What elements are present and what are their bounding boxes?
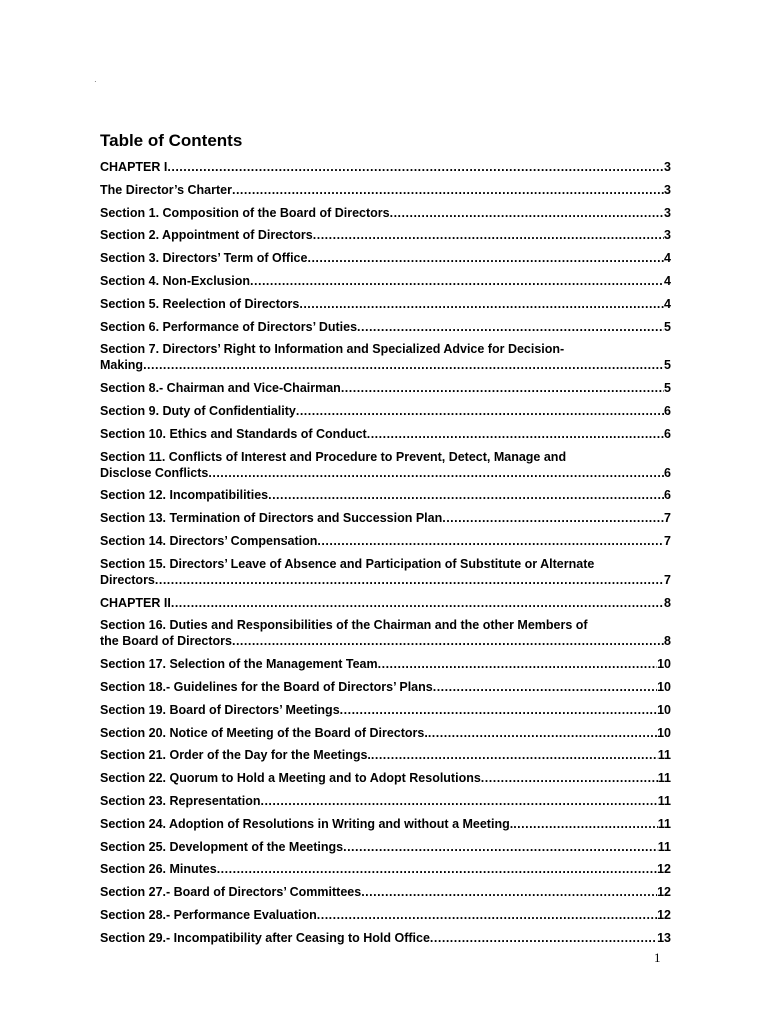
toc-entry[interactable] <box>100 159 671 175</box>
toc-entry-row <box>100 250 671 266</box>
toc-entry-page: 5 <box>664 358 671 373</box>
toc-entry-label: Section 2. Appointment of Directors <box>100 228 313 243</box>
toc-entry-page: 3 <box>664 160 671 174</box>
toc-entry-label: CHAPTER I <box>100 160 168 174</box>
toc-entry-label: Disclose Conflicts <box>100 465 209 480</box>
toc-entry-row <box>100 702 671 718</box>
dot-leader <box>361 884 657 900</box>
dot-leader <box>340 702 657 718</box>
dot-leader <box>430 930 657 946</box>
toc-entry-page: 3 <box>664 205 671 220</box>
toc-entry[interactable] <box>100 770 671 786</box>
dot-leader <box>378 656 657 672</box>
dot-leader <box>428 725 657 741</box>
toc-entry-row <box>100 572 671 588</box>
dot-leader <box>232 182 664 198</box>
toc-entry-page: 4 <box>664 296 671 311</box>
dot-leader <box>357 319 664 335</box>
toc-entry-row <box>100 861 671 877</box>
toc-entry[interactable] <box>100 679 671 695</box>
toc-entry-row <box>100 319 671 335</box>
toc-entry-row <box>100 656 671 672</box>
toc-entry-page: 11 <box>657 793 671 808</box>
toc-entry-row <box>100 296 671 312</box>
toc-entry-page: 6 <box>664 465 671 480</box>
toc-entry-page: 10 <box>657 702 671 717</box>
toc-entry-row <box>100 159 671 175</box>
dot-leader <box>317 533 664 549</box>
toc-entry[interactable] <box>100 227 671 243</box>
toc-entry-row <box>100 403 671 419</box>
toc-entry-label: the Board of Directors <box>100 634 232 649</box>
toc-entry[interactable] <box>100 341 671 373</box>
toc-entry-label: Section 14. Directors’ Compensation <box>100 533 318 548</box>
dot-leader <box>299 296 664 312</box>
toc-entry-page: 11 <box>657 748 671 763</box>
toc-entry-label-line: Section 7. Directors’ Right to Information and Specialized Advice for Decision- <box>100 342 565 357</box>
toc-entry-label: Section 1. Composition of the Board of Directors <box>100 205 390 220</box>
toc-entry-page: 3 <box>664 228 671 243</box>
toc-entry-label: Section 18.- Guidelines for the Board of Directors’ Plans <box>100 679 433 694</box>
dot-leader <box>208 465 664 481</box>
toc-entry-page: 10 <box>657 679 671 694</box>
toc-entry[interactable] <box>100 656 671 672</box>
toc-entry[interactable] <box>100 907 671 923</box>
toc-entry-row <box>100 725 671 741</box>
toc-entry-label: Section 21. Order of the Day for the Meetings. <box>100 748 371 763</box>
toc-entry-label: Section 9. Duty of Confidentiality <box>100 403 296 418</box>
toc-entry-label: Section 3. Directors’ Term of Office <box>100 251 308 266</box>
dot-leader <box>250 273 664 289</box>
toc-entry[interactable] <box>100 816 671 832</box>
toc-entry[interactable] <box>100 319 671 335</box>
toc-entry[interactable] <box>100 273 671 289</box>
dot-leader <box>307 250 664 266</box>
dot-leader <box>296 403 664 419</box>
toc-entry-row <box>100 747 671 763</box>
toc-entry[interactable] <box>100 725 671 741</box>
toc-entry-row <box>100 182 671 198</box>
toc-entry-row <box>100 273 671 289</box>
toc-entry-row <box>100 426 671 442</box>
toc-entry-page: 3 <box>664 182 671 197</box>
toc-entry-page: 6 <box>664 403 671 418</box>
toc-entry[interactable] <box>100 930 671 946</box>
toc-entry[interactable] <box>100 747 671 763</box>
toc-entry-label: Section 28.- Performance Evaluation <box>100 907 317 922</box>
dot-leader <box>217 861 657 877</box>
toc-entry[interactable] <box>100 861 671 877</box>
toc-entry-row <box>100 510 671 526</box>
toc-entry[interactable] <box>100 595 671 611</box>
toc-entry-label: Section 6. Performance of Directors’ Duties <box>100 319 358 334</box>
page-number: 1 <box>654 950 661 965</box>
toc-entry-row <box>100 839 671 855</box>
toc-entry-page: 4 <box>664 273 671 288</box>
toc-entry-page: 11 <box>657 839 671 854</box>
toc-entry-page: 11 <box>657 816 671 831</box>
toc-entry-page: 4 <box>664 251 671 266</box>
toc-entry-label: Section 13. Termination of Directors and Succession Plan <box>100 511 443 526</box>
toc-entry-label: Section 10. Ethics and Standards of Conduct <box>100 426 367 441</box>
toc-entry-label: Section 19. Board of Directors’ Meetings <box>100 702 340 717</box>
toc-entry[interactable] <box>100 426 671 442</box>
toc-entry[interactable] <box>100 182 671 198</box>
toc-entry-row <box>100 487 671 503</box>
toc-entry-label: Section 22. Quorum to Hold a Meeting and to Adopt Resolutions <box>100 771 481 786</box>
toc-entry-page: 7 <box>664 511 671 526</box>
toc-entry[interactable] <box>100 487 671 503</box>
toc-entry[interactable] <box>100 250 671 266</box>
toc-entry-page: 10 <box>657 725 671 740</box>
toc-entry-page: 6 <box>664 426 671 441</box>
dot-leader <box>268 487 664 503</box>
toc-entry-row <box>100 595 671 611</box>
toc-entry[interactable] <box>100 449 671 481</box>
toc-entry-row <box>100 793 671 809</box>
toc-entry[interactable] <box>100 533 671 549</box>
dot-leader <box>433 679 657 695</box>
toc-list <box>100 159 671 953</box>
toc-entry[interactable] <box>100 380 671 396</box>
dot-leader <box>367 426 664 442</box>
toc-entry-label: Section 25. Development of the Meetings <box>100 839 344 854</box>
dot-leader <box>167 159 664 175</box>
toc-entry-page: 6 <box>664 488 671 503</box>
toc-entry-row <box>100 227 671 243</box>
toc-entry-row <box>100 930 671 946</box>
stray-dot-mark: · <box>94 77 97 86</box>
dot-leader <box>313 227 664 243</box>
toc-entry-page: 10 <box>657 657 671 672</box>
toc-entry[interactable] <box>100 296 671 312</box>
toc-entry-row <box>100 380 671 396</box>
toc-entry-label: Section 5. Reelection of Directors <box>100 296 300 311</box>
toc-entry[interactable] <box>100 702 671 718</box>
toc-entry-label: CHAPTER II <box>100 595 171 610</box>
toc-entry[interactable] <box>100 510 671 526</box>
toc-entry-label: Section 20. Notice of Meeting of the Board of Directors. <box>100 725 428 740</box>
toc-title: Table of Contents <box>100 131 243 150</box>
toc-entry[interactable] <box>100 884 671 900</box>
toc-entry-label: Section 26. Minutes <box>100 862 217 877</box>
toc-entry-label: Section 29.- Incompatibility after Ceasing to Hold Office <box>100 930 430 945</box>
dot-leader <box>390 205 664 221</box>
dot-leader <box>155 572 664 588</box>
toc-entry-label: Section 23. Representation <box>100 793 261 808</box>
toc-entry[interactable] <box>100 793 671 809</box>
toc-entry-page: 12 <box>657 862 671 877</box>
dot-leader <box>317 907 657 923</box>
toc-entry[interactable] <box>100 205 671 221</box>
toc-entry-page: 7 <box>664 533 671 548</box>
toc-entry-row <box>100 465 671 481</box>
toc-entry-row <box>100 816 671 832</box>
dot-leader <box>343 839 658 855</box>
toc-entry-page: 5 <box>664 319 671 334</box>
toc-entry-row <box>100 770 671 786</box>
toc-entry-label-line: Section 16. Duties and Responsibilities of the Chairman and the other Members of <box>100 618 588 633</box>
toc-entry-page: 7 <box>664 572 671 587</box>
toc-entry-row <box>100 907 671 923</box>
toc-entry-row <box>100 357 671 373</box>
toc-entry[interactable] <box>100 617 671 649</box>
toc-entry-row <box>100 633 671 649</box>
toc-entry-label: Directors <box>100 572 155 587</box>
toc-entry-row <box>100 884 671 900</box>
toc-entry[interactable] <box>100 839 671 855</box>
toc-entry-page: 13 <box>657 930 671 945</box>
toc-entry-row <box>100 679 671 695</box>
toc-entry[interactable] <box>100 403 671 419</box>
dot-leader <box>513 816 658 832</box>
toc-entry-label: The Director’s Charter <box>100 182 232 197</box>
dot-leader <box>232 633 664 649</box>
toc-entry[interactable] <box>100 556 671 588</box>
toc-entry-label: Section 17. Selection of the Management Team <box>100 657 378 672</box>
toc-entry-label-line: Section 15. Directors’ Leave of Absence and Participation of Substitute or Alternate <box>100 556 595 571</box>
toc-entry-row <box>100 533 671 549</box>
dot-leader <box>442 510 664 526</box>
dot-leader <box>143 357 664 373</box>
toc-entry-row <box>100 205 671 221</box>
toc-entry-label: Section 4. Non-Exclusion <box>100 273 251 288</box>
toc-entry-label: Section 27.- Board of Directors’ Committees <box>100 885 362 900</box>
dot-leader <box>341 380 664 396</box>
dot-leader <box>371 747 658 763</box>
toc-entry-label: Section 12. Incompatibilities <box>100 488 269 503</box>
dot-leader <box>260 793 657 809</box>
dot-leader <box>171 595 664 611</box>
toc-entry-page: 8 <box>664 595 671 610</box>
toc-entry-page: 12 <box>657 885 671 900</box>
toc-entry-label-line: Section 11. Conflicts of Interest and Procedure to Prevent, Detect, Manage and <box>100 449 567 464</box>
toc-entry-page: 11 <box>657 771 671 786</box>
toc-entry-page: 8 <box>664 634 671 649</box>
toc-entry-page: 5 <box>664 381 671 396</box>
toc-entry-label: Section 8.- Chairman and Vice-Chairman <box>100 381 341 396</box>
dot-leader <box>481 770 658 786</box>
toc-entry-label: Section 24. Adoption of Resolutions in Writing and without a Meeting. <box>100 816 514 831</box>
toc-entry-page: 12 <box>657 907 671 922</box>
toc-entry-label: Making <box>100 358 144 373</box>
